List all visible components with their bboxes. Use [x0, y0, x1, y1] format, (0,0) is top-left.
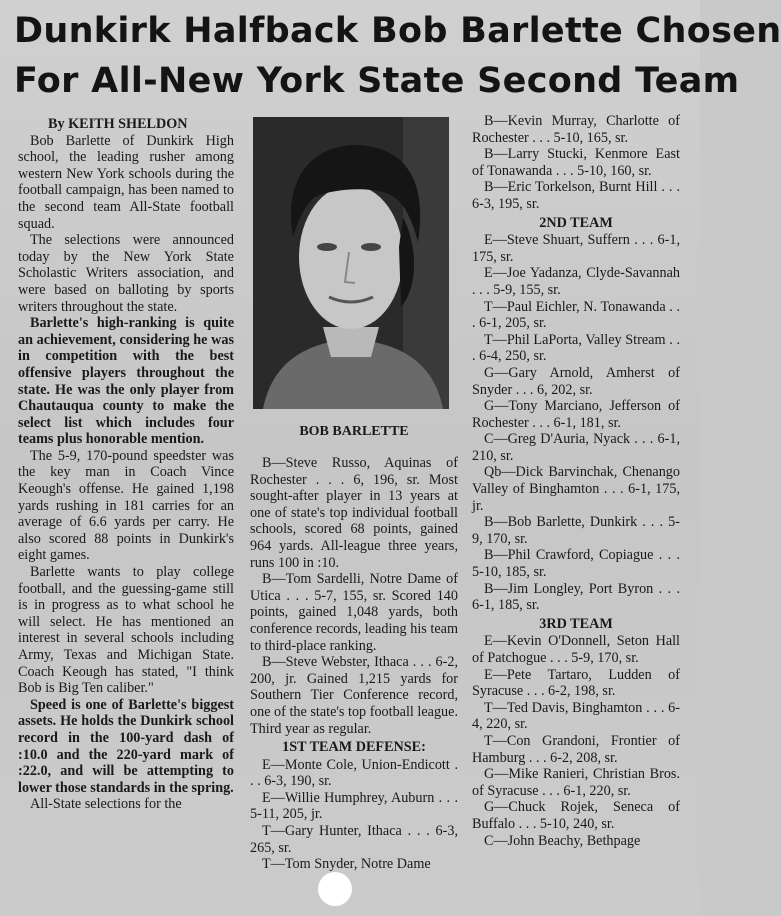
paragraph: T—Paul Eichler, N. Tonawanda . . . 6-1, 205, sr. — [472, 298, 680, 332]
paragraph: E—Steve Shuart, Suffern . . . 6-1, 175, sr. — [472, 232, 680, 265]
paragraph: T—Ted Davis, Binghamton . . . 6-4, 220, sr. — [472, 699, 680, 733]
headline-line-1: Dunkirk Halfback Bob Barlette Chosen — [14, 11, 781, 51]
column-2-body — [250, 455, 458, 873]
punch-hole — [318, 872, 352, 906]
paragraph: E—Kevin O'Donnell, Seton Hall of Patchogue . . . 5-9, 170, sr. — [472, 633, 680, 666]
paragraph: G—Mike Ranieri, Christian Bros. of Syracuse . . . 6-1, 220, sr. — [472, 766, 680, 799]
paragraph: Barlette's high-ranking is quite an achievement, considering he was in competition with the best offensive players throughout the state. He was the only player from Chautauqua county to make the select list which includes four teams plus honorable mention. — [18, 315, 234, 448]
headline-line-2: For All-New York State Second Team — [14, 61, 740, 101]
paragraph: C—John Beachy, Bethpage — [484, 832, 641, 849]
column-2 — [250, 455, 458, 873]
paragraph: T—Tom Snyder, Notre Dame — [262, 856, 431, 873]
player-photo — [253, 117, 449, 409]
paragraph: Barlette wants to play college football, and the guessing-game still is in progress as to what school he will select. He has mentioned an interest in several schools including Army, Texas and Michigan State. Coach Keough has stated, "I think Bob is Big Ten caliber." — [18, 564, 234, 697]
column-1-body — [18, 133, 234, 813]
paragraph: Speed is one of Barlette's biggest assets. He holds the Dunkirk school record in the 100-yard dash of :10.0 and the 220-yard mark of :22.0, and will be attempting to lower those standards in the spring. — [18, 696, 234, 796]
paragraph: All-State selections for the — [30, 796, 182, 813]
paragraph: The selections were announced today by the New York State Scholastic Writers association, and were based on balloting by sports writers throughout the state. — [18, 232, 234, 315]
paragraph: B—Eric Torkelson, Burnt Hill . . . 6-3, 195, sr. — [472, 179, 680, 212]
paragraph: T—Phil LaPorta, Valley Stream . . . 6-4, 250, sr. — [472, 331, 680, 365]
paragraph: B—Tom Sardelli, Notre Dame of Utica . . . 5-7, 155, sr. Scored 140 points, gained 1,048 yards, both conference records, leading his team to third-place ranking. — [250, 571, 458, 654]
paragraph: B—Steve Webster, Ithaca . . . 6-2, 200, jr. Gained 1,215 yards for Southern Tier Conference record, one of the state's top football league. Third year as regular. — [250, 654, 458, 737]
portrait-image — [253, 117, 449, 409]
paragraph: G—Gary Arnold, Amherst of Snyder . . . 6, 202, sr. — [472, 364, 680, 398]
paragraph: E—Pete Tartaro, Ludden of Syracuse . . . 6-2, 198, sr. — [472, 666, 680, 700]
photo-caption: BOB BARLETTE — [299, 424, 409, 439]
section-heading: 1ST TEAM DEFENSE: — [282, 739, 426, 756]
paragraph: E—Joe Yadanza, Clyde-Savannah . . . 5-9, 155, sr. — [472, 265, 680, 298]
paragraph: The 5-9, 170-pound speedster was the key man in Coach Vince Keough's offense. He gained 1,198 yards rushing in 181 carries for an average of 6.6 yards per carry. He also scored 88 points in Dunkirk's eight games. — [18, 447, 234, 564]
paragraph: C—Greg D'Auria, Nyack . . . 6-1, 210, sr. — [472, 431, 680, 464]
paragraph: B—Steve Russo, Aquinas of Rochester . . . 6, 196, sr. Most sought-after player in 13 years at one of state's top individual football schools, scored 68 points, gained 964 yards. All-league three years, runs 100 in :10. — [250, 455, 458, 571]
column-3 — [472, 113, 680, 849]
paragraph: T—Gary Hunter, Ithaca . . . 6-3, 265, sr. — [250, 823, 458, 856]
paragraph: E—Monte Cole, Union-Endicott . . . 6-3, 190, sr. — [250, 756, 458, 790]
paragraph: Qb—Dick Barvinchak, Chenango Valley of Binghamton . . . 6-1, 175, jr. — [472, 464, 680, 514]
headline — [14, 6, 781, 106]
paragraph: G—Chuck Rojek, Seneca of Buffalo . . . 5-10, 240, sr. — [472, 799, 680, 832]
paragraph: B—Bob Barlette, Dunkirk . . . 5-9, 170, sr. — [472, 514, 680, 547]
column-3-body — [472, 113, 680, 849]
byline: By KEITH SHELDON — [48, 116, 188, 132]
paragraph: B—Phil Crawford, Copiague . . . 5-10, 185, sr. — [472, 547, 680, 581]
paragraph: Bob Barlette of Dunkirk High school, the leading rusher among western New York schools during the football campaign, has been named to the second team All-State football squad. — [18, 132, 234, 232]
paragraph: B—Kevin Murray, Charlotte of Rochester . . . 5-10, 165, sr. — [472, 113, 680, 146]
paragraph: B—Larry Stucki, Kenmore East of Tonawanda . . . 5-10, 160, sr. — [472, 146, 680, 179]
paragraph: E—Willie Humphrey, Auburn . . . 5-11, 205, jr. — [250, 789, 458, 823]
section-heading: 3RD TEAM — [539, 615, 613, 632]
paragraph: T—Con Grandoni, Frontier of Hamburg . . . 6-2, 208, sr. — [472, 732, 680, 766]
paragraph: B—Jim Longley, Port Byron . . . 6-1, 185, sr. — [472, 580, 680, 614]
section-heading: 2ND TEAM — [539, 214, 613, 231]
column-1 — [18, 116, 234, 813]
paragraph: G—Tony Marciano, Jefferson of Rochester . . . 6-1, 181, sr. — [472, 398, 680, 431]
